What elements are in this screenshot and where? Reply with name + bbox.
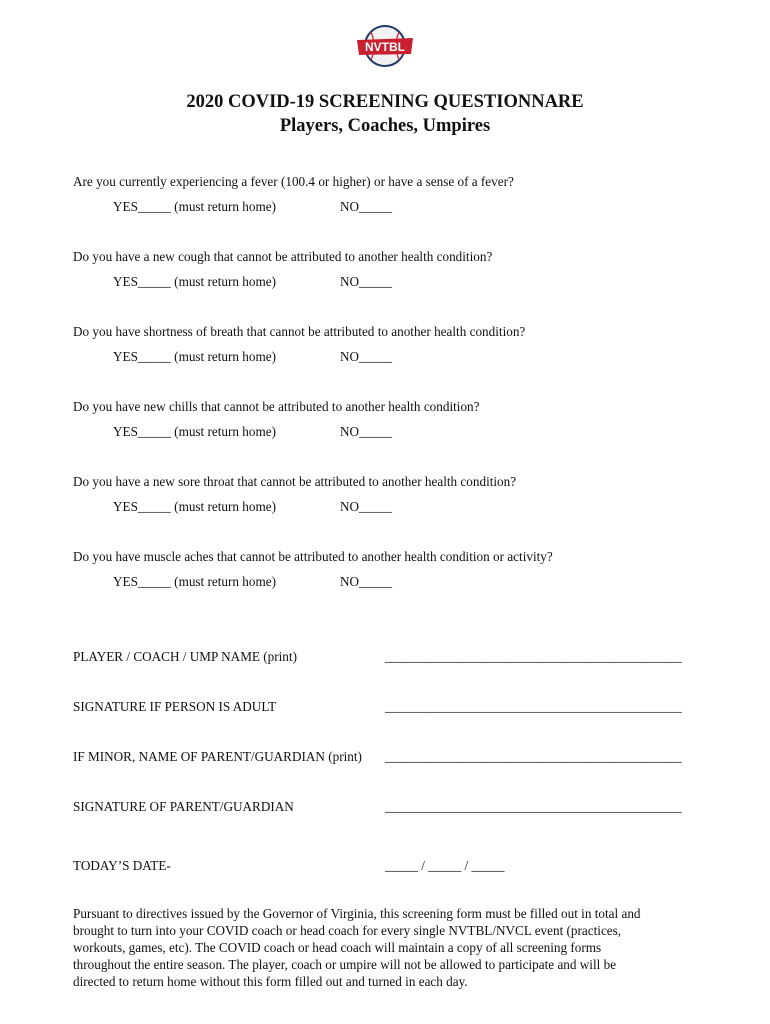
question-fever: Are you currently experiencing a fever (100.4 or higher) or have a sense of a fever? bbox=[73, 174, 514, 189]
question-muscle-aches: Do you have muscle aches that cannot be attributed to another health condition or activity? bbox=[73, 549, 553, 564]
form-subtitle: Players, Coaches, Umpires bbox=[279, 116, 491, 136]
form-title: 2020 COVID-19 SCREENING QUESTIONNARE bbox=[186, 92, 584, 112]
answer-no-sore-throat[interactable]: NO_____ bbox=[340, 499, 393, 514]
logo-text: NVTBL bbox=[365, 40, 405, 54]
answer-no-fever[interactable]: NO_____ bbox=[340, 199, 393, 214]
question-shortness-of-breath: Do you have shortness of breath that cannot be attributed to another health condition? bbox=[73, 324, 526, 339]
answer-no-shortness-of-breath[interactable]: NO_____ bbox=[340, 349, 393, 364]
question-chills: Do you have new chills that cannot be attributed to another health condition? bbox=[73, 399, 480, 414]
answer-no-muscle-aches[interactable]: NO_____ bbox=[340, 574, 393, 589]
footer-notice: Pursuant to directives issued by the Governor of Virginia, this screening form must be filled out in total and brought to turn into your COVID coach or head coach for every single NVTBL/NVCL event (practices, workouts, games, etc). The COVID coach or head coach will maintain a copy of all screening forms throughout the entire season. The player, coach or umpire will not be allowed to participate and will be directed to return home without this form filled out and turned in each day. bbox=[73, 906, 641, 989]
answer-yes-shortness-of-breath[interactable]: YES_____ (must return home) bbox=[113, 349, 276, 364]
answer-yes-sore-throat[interactable]: YES_____ (must return home) bbox=[113, 499, 276, 514]
name-print-label: PLAYER / COACH / UMP NAME (print) bbox=[73, 649, 297, 664]
question-cough: Do you have a new cough that cannot be attributed to another health condition? bbox=[73, 249, 493, 264]
guardian-name-label: IF MINOR, NAME OF PARENT/GUARDIAN (print) bbox=[73, 749, 362, 764]
guardian-name-field[interactable]: _____________________________________________ bbox=[385, 749, 682, 764]
answer-yes-fever[interactable]: YES_____ (must return home) bbox=[113, 199, 276, 214]
answer-no-cough[interactable]: NO_____ bbox=[340, 274, 393, 289]
date-field[interactable]: _____ / _____ / _____ bbox=[385, 858, 505, 873]
guardian-signature-label: SIGNATURE OF PARENT/GUARDIAN bbox=[73, 799, 294, 814]
answer-yes-muscle-aches[interactable]: YES_____ (must return home) bbox=[113, 574, 276, 589]
adult-signature-field[interactable]: _____________________________________________ bbox=[385, 699, 682, 714]
nvtbl-logo bbox=[353, 22, 417, 70]
name-print-field[interactable]: _____________________________________________ bbox=[385, 649, 682, 664]
answer-no-chills[interactable]: NO_____ bbox=[340, 424, 393, 439]
question-sore-throat: Do you have a new sore throat that cannot be attributed to another health condition? bbox=[73, 474, 517, 489]
answer-yes-cough[interactable]: YES_____ (must return home) bbox=[113, 274, 276, 289]
adult-signature-label: SIGNATURE IF PERSON IS ADULT bbox=[73, 699, 277, 714]
answer-yes-chills[interactable]: YES_____ (must return home) bbox=[113, 424, 276, 439]
date-label: TODAY’S DATE- bbox=[73, 858, 171, 873]
guardian-signature-field[interactable]: _____________________________________________ bbox=[385, 799, 682, 814]
